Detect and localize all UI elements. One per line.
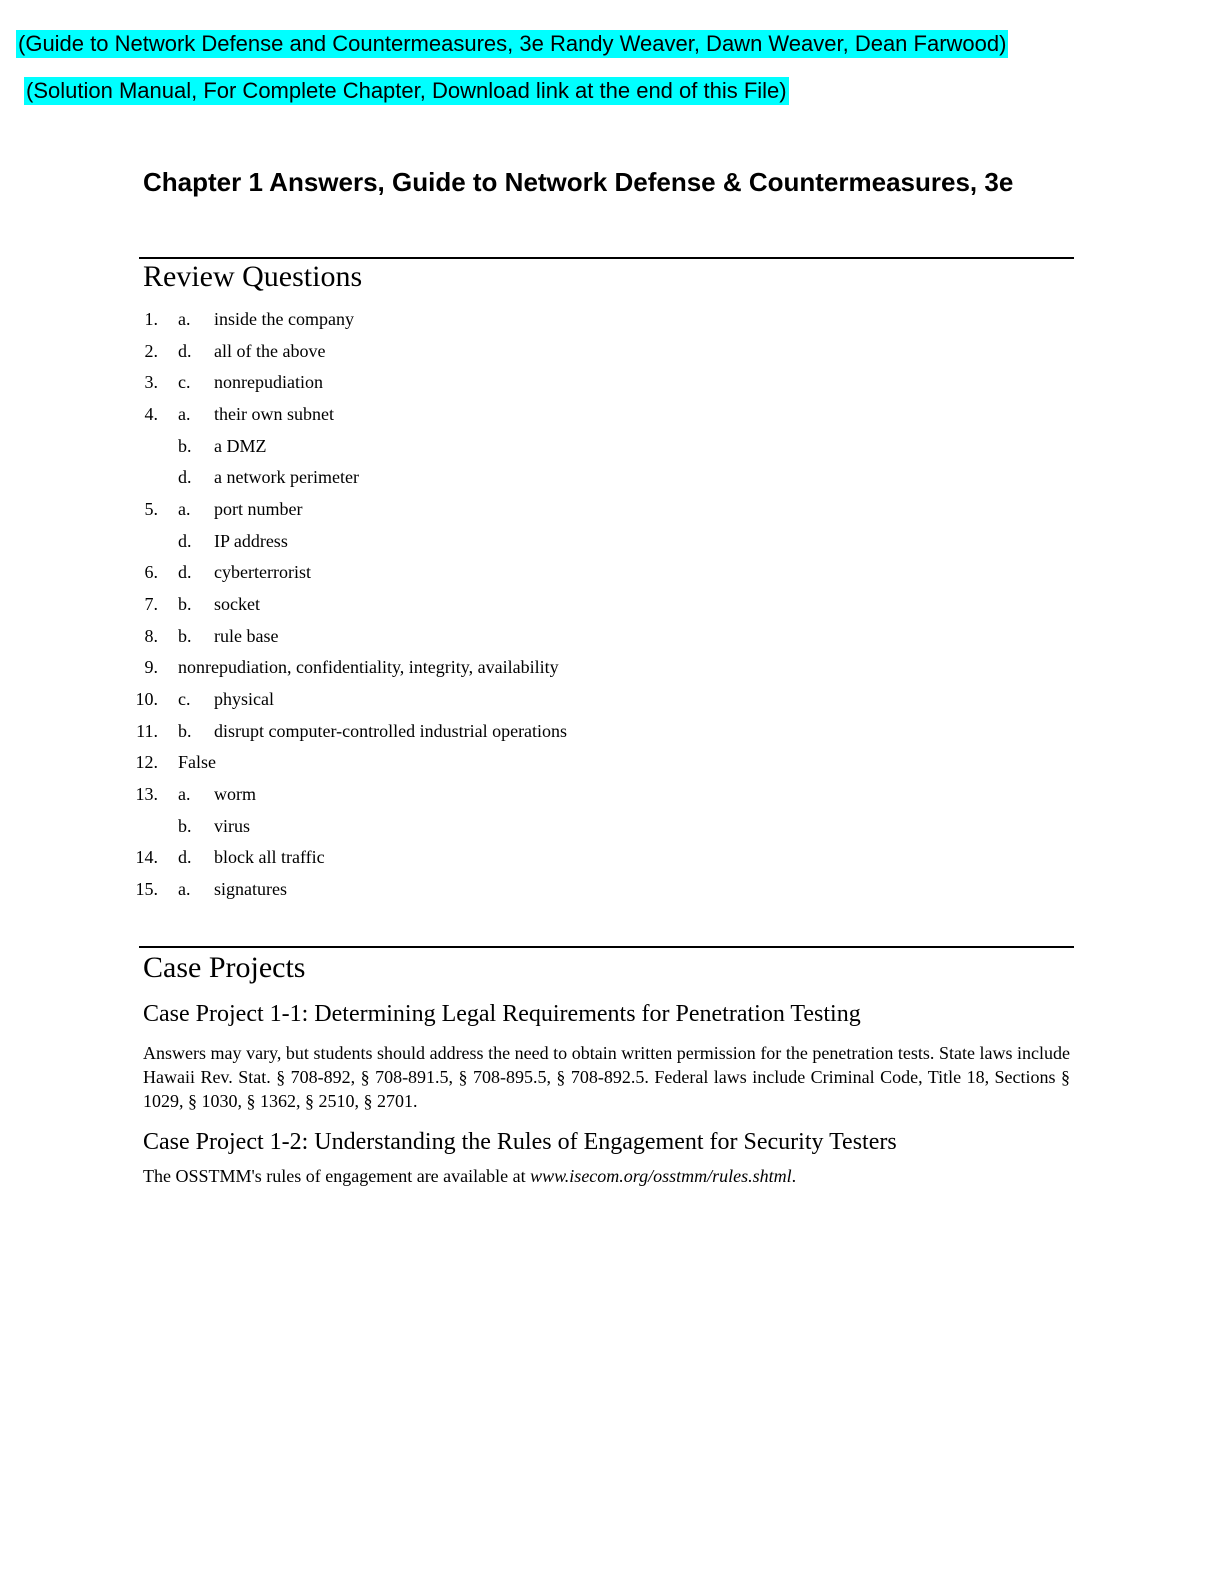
answer-row: [0, 557, 1224, 589]
answer-number: 7.: [144, 593, 158, 614]
answer-row: [0, 336, 1224, 368]
case-project-2-text: The OSSTMM's rules of engagement are available at: [143, 1166, 531, 1186]
answer-letter: b.: [178, 593, 192, 614]
answer-row: [0, 621, 1224, 653]
case-projects-heading: Case Projects: [143, 951, 306, 984]
answer-number: 6.: [144, 562, 158, 583]
answer-letter: a.: [178, 403, 191, 424]
answer-number: 1.: [144, 309, 158, 329]
case-project-2-title: Case Project 1-2: Understanding the Rules of Engagement for Security Testers: [143, 1129, 897, 1155]
answer-text: disrupt computer-controlled industrial operations: [214, 720, 568, 741]
answer-text: a network perimeter: [214, 467, 359, 488]
answer-text: virus: [214, 815, 250, 836]
osstmm-rules-url[interactable]: www.isecom.org/osstmm/rules.shtml: [530, 1166, 792, 1186]
answer-letter: a.: [178, 309, 191, 329]
section-divider: [139, 946, 1074, 948]
answer-letter: a.: [178, 878, 191, 899]
answer-row: [0, 874, 1224, 906]
answer-text: physical: [214, 688, 274, 709]
case-project-2-end: .: [791, 1166, 797, 1186]
answer-row: [0, 431, 1224, 463]
answer-text: cyberterrorist: [214, 562, 311, 583]
answer-letter: d.: [178, 340, 192, 361]
answer-letter: d.: [178, 562, 192, 583]
answer-text: socket: [214, 593, 260, 614]
answer-letter: b.: [178, 815, 192, 836]
answer-number: 3.: [144, 372, 158, 393]
answer-text: their own subnet: [214, 403, 334, 424]
answer-number: 5.: [144, 498, 158, 519]
case-project-2-body: [143, 1164, 1070, 1188]
answer-text: nonrepudiation: [214, 372, 323, 393]
answer-row: [0, 747, 1224, 779]
answer-text: IP address: [214, 530, 288, 551]
answer-row: [0, 304, 1224, 336]
answer-letter: d.: [178, 467, 192, 488]
answer-letter: c.: [178, 688, 191, 709]
answer-row: [0, 367, 1224, 399]
case-project-1-body: Answers may vary, but students should address the need to obtain written permission for the penetration tests. State laws include Hawaii Rev. Stat. § 708-892, § 708-891.5, § 708-895.5, § 708-892.5. Federal laws include Criminal Code, Title 18, Sections § 1029, § 1030, § 1362, § 2510, § 2701.: [143, 1043, 1070, 1111]
answer-row: [0, 589, 1224, 621]
answer-number: 9.: [144, 657, 158, 678]
answer-number: 10.: [135, 688, 158, 709]
answer-text: block all traffic: [214, 847, 325, 868]
answer-row: [0, 716, 1224, 748]
banner-download-line: (Solution Manual, For Complete Chapter, Download link at the end of this File): [26, 78, 787, 103]
answer-text: signatures: [214, 878, 287, 899]
answer-letter: d.: [178, 530, 192, 551]
answer-text: nonrepudiation, confidentiality, integrity, availability: [178, 657, 559, 678]
answer-letter: d.: [178, 847, 192, 868]
answer-number: 11.: [136, 720, 158, 741]
answer-number: 12.: [135, 752, 158, 773]
answer-row: [0, 779, 1224, 811]
answer-row: [0, 494, 1224, 526]
answer-text: inside the company: [214, 309, 354, 329]
answer-letter: b.: [178, 625, 192, 646]
answer-letter: a.: [178, 783, 191, 804]
answer-text: worm: [214, 783, 256, 804]
page-title: Chapter 1 Answers, Guide to Network Defense & Countermeasures, 3e: [143, 167, 1014, 197]
answer-letter: b.: [178, 435, 192, 456]
answer-text: rule base: [214, 625, 279, 646]
answer-text: a DMZ: [214, 435, 267, 456]
answer-text: all of the above: [214, 340, 326, 361]
answer-letter: b.: [178, 720, 192, 741]
answer-row: [0, 462, 1224, 494]
answer-number: 4.: [144, 403, 158, 424]
answer-list: [0, 304, 1224, 905]
answer-row: [0, 526, 1224, 558]
answer-number: 8.: [144, 625, 158, 646]
answer-row: [0, 399, 1224, 431]
banner-title-line: (Guide to Network Defense and Countermeasures, 3e Randy Weaver, Dawn Weaver, Dean Farwood): [18, 31, 1007, 56]
answer-letter: a.: [178, 498, 191, 519]
answer-number: 15.: [135, 878, 158, 899]
case-project-1-title: Case Project 1-1: Determining Legal Requirements for Penetration Testing: [143, 1001, 861, 1027]
answer-row: [0, 842, 1224, 874]
answer-row: [0, 684, 1224, 716]
answer-letter: c.: [178, 372, 191, 393]
review-questions-heading: Review Questions: [143, 260, 363, 293]
answer-number: 14.: [135, 847, 158, 868]
answer-text: port number: [214, 498, 303, 519]
answer-row: [0, 652, 1224, 684]
answer-text: False: [178, 752, 216, 773]
answer-row: [0, 811, 1224, 843]
answer-number: 2.: [144, 340, 158, 361]
answer-number: 13.: [135, 783, 158, 804]
